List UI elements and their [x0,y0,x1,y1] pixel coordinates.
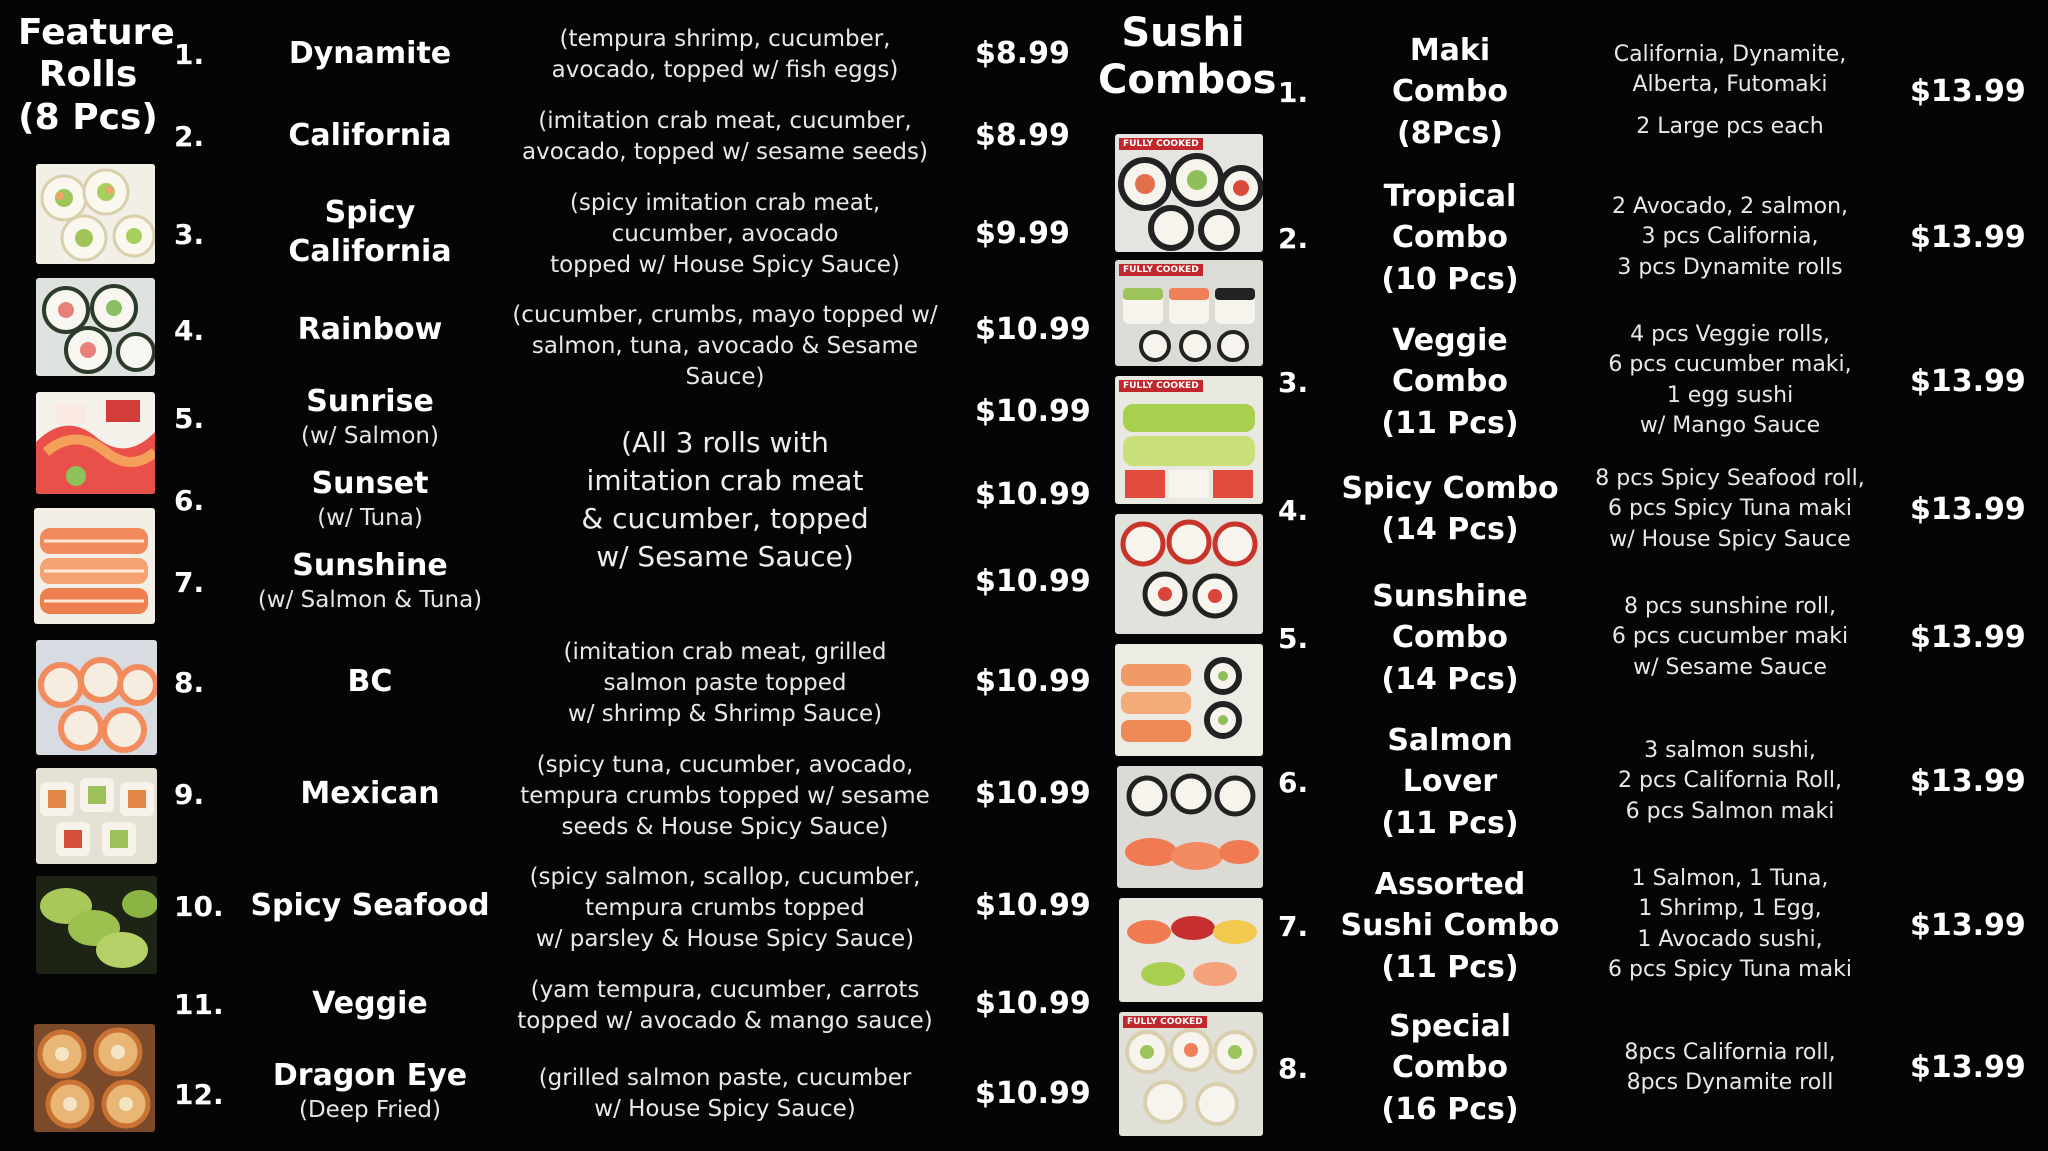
feature-rolls-title-line1: Feature [18,12,175,53]
roll-name-rainbow: Rainbow [297,312,443,347]
roll-number-3: 3. [174,218,205,251]
roll-number-7: 7. [174,566,205,599]
combo-photo-maki-tag: FULLY COOKED [1119,138,1203,150]
roll-photo-sunrise-art [36,392,155,494]
roll-name-dynamite: Dynamite [288,36,452,71]
roll-name-spicy-california: Spicy California [288,195,452,269]
roll-number-5: 5. [174,402,205,435]
combo-desc-maki: California, Dynamite, Alberta, Futomaki [1613,42,1847,98]
roll-photo-dragon-eye-art [34,1024,155,1132]
roll-photo-sunrise [36,392,155,494]
combo-price-spicy: $13.99 [1910,492,2026,527]
roll-photo-sunshine-art [34,508,155,624]
roll-number-12: 12. [174,1078,224,1111]
combo-price-special: $13.99 [1910,1050,2026,1085]
roll-photo-spicy-seafood [36,876,157,974]
feature-rolls-title-line2: Rolls [38,54,138,96]
sushi-combos-title-line1: Sushi [1121,10,1245,56]
roll-number-2: 2. [174,120,205,153]
combo-number-7: 7. [1278,910,1309,943]
roll-number-6: 6. [174,484,205,517]
roll-photo-sunshine [34,508,155,624]
combo-price-tropical: $13.99 [1910,220,2026,255]
roll-price-sunrise: $10.99 [975,394,1091,429]
roll-desc-veggie: (yam tempura, cucumber, carrots topped w/ avocado & mango sauce) [517,977,933,1035]
roll-photo-mexican-art [36,768,157,864]
combo-name-sunshine: Sunshine Combo (14 Pcs) [1372,579,1528,697]
roll-photo-california [36,164,155,264]
combo-number-5: 5. [1278,622,1309,655]
combo-photo-special-art [1119,1012,1263,1136]
combo-name-spicy: Spicy Combo (14 Pcs) [1341,471,1559,548]
roll-price-veggie: $10.99 [975,986,1091,1021]
roll-desc-spicy-seafood: (spicy salmon, scallop, cucumber, tempura crumbs topped w/ parsley & House Spicy Sauce) [529,864,921,953]
combo-photo-assorted-art [1119,898,1263,1002]
roll-sub-dragon-eye: (Deep Fried) [298,1097,442,1123]
combo-number-8: 8. [1278,1052,1309,1085]
roll-number-10: 10. [174,890,224,923]
roll-price-rainbow: $10.99 [975,312,1091,347]
combo-photo-salmon-lover [1117,766,1263,888]
feature-rolls-title [18,12,175,139]
roll-price-mexican: $10.99 [975,776,1091,811]
roll-name-bc: BC [347,664,393,699]
combo-photo-veggie-art [1115,376,1263,504]
combo-name-salmon-lover: Salmon Lover (11 Pcs) [1381,723,1519,841]
feature-rolls-title-line3: (8 Pcs) [18,96,158,138]
combo-price-assorted: $13.99 [1910,908,2026,943]
combo-number-1: 1. [1278,76,1309,109]
combo-photo-spicy [1115,514,1263,634]
roll-photo-rainbow [36,278,155,376]
roll-number-1: 1. [174,38,205,71]
roll-number-8: 8. [174,666,205,699]
combo-photo-salmon-lover-art [1117,766,1263,888]
combo-name-maki: Maki Combo (8Pcs) [1392,33,1508,151]
combo-photo-maki [1115,134,1263,252]
sushi-combos-title-line2: Combos [1098,57,1277,104]
roll-name-dragon-eye-title: Dragon Eye [272,1058,468,1093]
combo-name-special: Special Combo (16 Pcs) [1381,1009,1519,1127]
roll-photo-california-art [36,164,155,264]
combo-desc-tropical: 2 Avocado, 2 salmon, 3 pcs California, 3 pcs Dynamite rolls [1611,194,1849,280]
roll-price-bc: $10.99 [975,664,1091,699]
combo-desc-special: 8pcs California roll, 8pcs Dynamite roll [1624,1040,1836,1096]
combo-desc-salmon-lover: 3 salmon sushi, 2 pcs California Roll, 6 pcs Salmon maki [1618,738,1842,824]
roll-photo-spicy-seafood-art [36,876,157,974]
combo-desc2-maki: 2 Large pcs each [1636,114,1824,139]
roll-desc-rainbow: (cucumber, crumbs, mayo topped w/ salmon, tuna, avocado & Sesame Sauce) [512,302,938,391]
combo-photo-maki-art [1115,134,1263,252]
combo-price-sunshine: $13.99 [1910,620,2026,655]
roll-price-dragon-eye: $10.99 [975,1076,1091,1111]
combo-photo-veggie [1115,376,1263,504]
combo-price-salmon-lover: $13.99 [1910,764,2026,799]
combo-photo-special-tag: FULLY COOKED [1123,1016,1207,1028]
combo-price-veggie: $13.99 [1910,364,2026,399]
sunrise-sunset-sunshine-desc: (All 3 rolls with imitation crab meat & cucumber, topped w/ Sesame Sauce) [581,426,869,574]
roll-price-spicy-seafood: $10.99 [975,888,1091,923]
roll-photo-bc [36,640,157,755]
roll-name-veggie: Veggie [312,986,428,1021]
roll-number-11: 11. [174,988,224,1021]
roll-name-california: California [288,118,452,153]
roll-sub-sunshine: (w/ Salmon & Tuna) [257,587,483,613]
roll-name-sunshine [240,546,500,616]
combo-desc-veggie: 4 pcs Veggie rolls, 6 pcs cucumber maki, 1 egg sushi w/ Mango Sauce [1608,322,1852,439]
roll-name-sunrise [240,382,500,452]
roll-desc-bc: (imitation crab meat, grilled salmon paste topped w/ shrimp & Shrimp Sauce) [563,639,887,728]
roll-photo-dragon-eye [34,1024,155,1132]
combo-price-maki: $13.99 [1910,74,2026,109]
combo-desc-sunshine: 8 pcs sunshine roll, 6 pcs cucumber maki w/ Sesame Sauce [1611,594,1849,680]
combo-name-assorted: Assorted Sushi Combo (11 Pcs) [1340,867,1560,985]
roll-name-spicy-seafood: Spicy Seafood [250,888,490,923]
combo-photo-sunshine-art [1115,644,1263,756]
combo-number-4: 4. [1278,494,1309,527]
combo-photo-assorted [1119,898,1263,1002]
roll-desc-mexican: (spicy tuna, cucumber, avocado, tempura crumbs topped w/ sesame seeds & House Spicy Sauce) [520,752,930,841]
roll-sub-sunset: (w/ Tuna) [317,505,423,531]
combo-photo-spicy-art [1115,514,1263,634]
roll-desc-california: (imitation crab meat, cucumber, avocado, topped w/ sesame seeds) [522,108,928,166]
combo-photo-veggie-tag: FULLY COOKED [1119,380,1203,392]
combo-photo-tropical [1115,260,1263,366]
roll-number-9: 9. [174,778,205,811]
roll-desc-dynamite: (tempura shrimp, cucumber, avocado, topped w/ fish eggs) [551,26,899,84]
roll-name-sunshine-title: Sunshine [292,548,448,583]
roll-photo-bc-art [36,640,157,755]
roll-name-sunset-title: Sunset [311,466,429,501]
combo-number-6: 6. [1278,766,1309,799]
roll-price-spicy-california: $9.99 [975,216,1070,251]
sushi-combos-title [1098,10,1277,104]
roll-name-mexican: Mexican [300,776,440,811]
roll-price-sunset: $10.99 [975,477,1091,512]
roll-name-sunset [240,464,500,534]
combo-name-veggie: Veggie Combo (11 Pcs) [1381,323,1519,441]
roll-desc-dragon-eye: (grilled salmon paste, cucumber w/ House Spicy Sauce) [538,1065,912,1123]
roll-price-dynamite: $8.99 [975,36,1070,71]
combo-desc-spicy: 8 pcs Spicy Seafood roll, 6 pcs Spicy Tuna maki w/ House Spicy Sauce [1595,466,1865,552]
combo-photo-tropical-tag: FULLY COOKED [1119,264,1203,276]
combo-number-3: 3. [1278,366,1309,399]
roll-photo-mexican [36,768,157,864]
roll-price-california: $8.99 [975,118,1070,153]
combo-desc-assorted: 1 Salmon, 1 Tuna, 1 Shrimp, 1 Egg, 1 Avocado sushi, 6 pcs Spicy Tuna maki [1608,866,1852,983]
combo-number-2: 2. [1278,222,1309,255]
combo-photo-special [1119,1012,1263,1136]
roll-photo-rainbow-art [36,278,155,376]
roll-name-sunrise-title: Sunrise [306,384,434,419]
roll-number-4: 4. [174,314,205,347]
combo-name-tropical: Tropical Combo (10 Pcs) [1381,179,1519,297]
roll-desc-spicy-california: (spicy imitation crab meat, cucumber, avocado topped w/ House Spicy Sauce) [550,190,900,279]
roll-price-sunshine: $10.99 [975,564,1091,599]
combo-photo-sunshine [1115,644,1263,756]
roll-sub-sunrise: (w/ Salmon) [301,423,439,449]
roll-name-dragon-eye [240,1056,500,1126]
